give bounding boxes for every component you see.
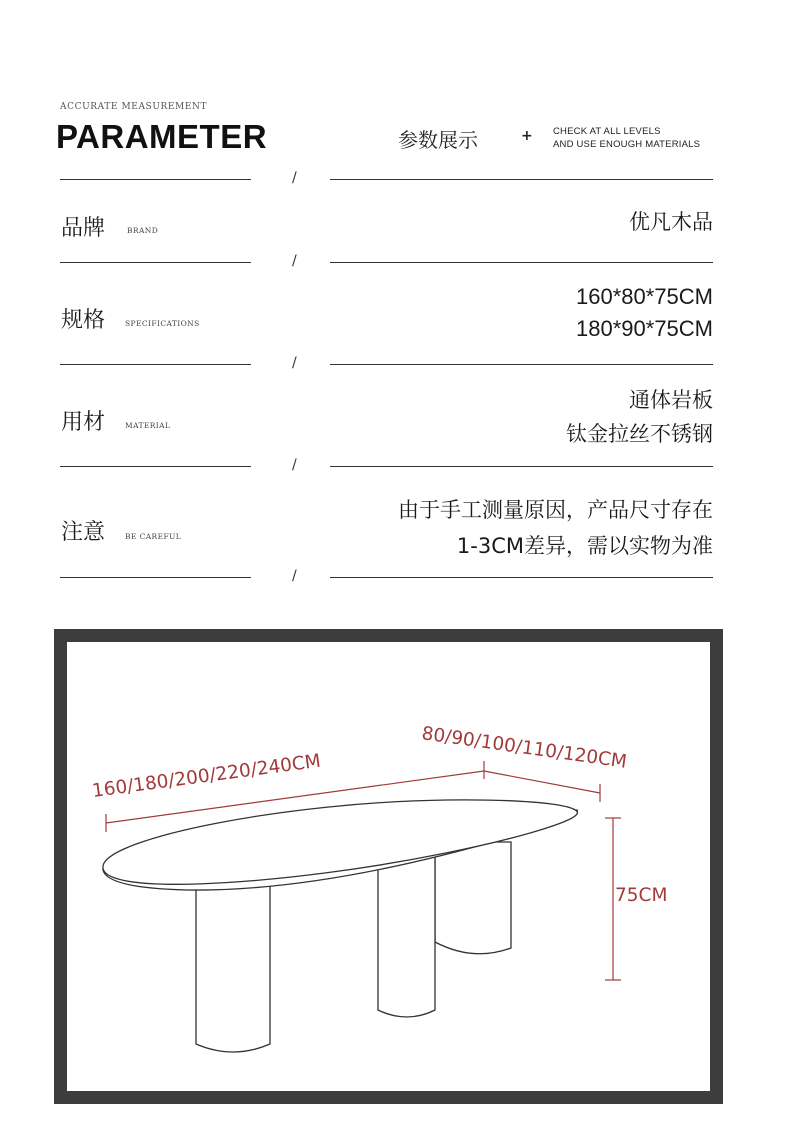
divider-left bbox=[60, 262, 251, 263]
height-label: 75CM bbox=[615, 885, 668, 906]
tagline-line-2: AND USE ENOUGH MATERIALS bbox=[553, 139, 701, 150]
material-label-en: MATERIAL bbox=[125, 421, 171, 430]
page-title: PARAMETER bbox=[56, 118, 268, 155]
table-leg-back bbox=[435, 842, 511, 954]
table-leg-middle bbox=[378, 856, 435, 1017]
divider-right bbox=[330, 466, 713, 467]
careful-value-line: 由于手工测量原因，产品尺寸存在 bbox=[398, 498, 713, 522]
width-label: 80/90/100/110/120CM bbox=[420, 723, 629, 773]
material-label: 用材 bbox=[61, 410, 106, 435]
header-tagline bbox=[553, 125, 700, 151]
spec-value-line: 160*80*75CM bbox=[576, 284, 713, 309]
table-leg-front bbox=[196, 872, 270, 1052]
table-diagram bbox=[67, 642, 710, 1091]
divider-left bbox=[60, 364, 251, 365]
brand-value bbox=[629, 206, 713, 238]
header-subtitle: ACCURATE MEASUREMENT bbox=[60, 102, 208, 112]
spec-values bbox=[576, 281, 713, 345]
material-value-line: 钛金拉丝不锈钢 bbox=[566, 422, 713, 446]
divider-right bbox=[330, 577, 713, 578]
divider-slash: / bbox=[292, 355, 297, 371]
material-value-line: 通体岩板 bbox=[629, 388, 713, 412]
divider-right bbox=[330, 364, 713, 365]
careful-label: 注意 bbox=[61, 520, 106, 545]
brand-label-en: BRAND bbox=[127, 226, 159, 235]
divider-slash: / bbox=[292, 457, 297, 473]
header-cn-title: 参数展示 bbox=[398, 128, 478, 152]
divider-left bbox=[60, 466, 251, 467]
divider-right bbox=[330, 179, 713, 180]
divider-right bbox=[330, 262, 713, 263]
divider-slash: / bbox=[292, 568, 297, 584]
divider-left bbox=[60, 179, 251, 180]
brand-value-line: 优凡木品 bbox=[629, 210, 713, 234]
spec-label: 规格 bbox=[61, 308, 106, 333]
divider-slash: / bbox=[292, 253, 297, 269]
material-values bbox=[566, 383, 713, 451]
careful-label-en: BE CAREFUL bbox=[125, 532, 182, 541]
divider-left bbox=[60, 577, 251, 578]
diagram-panel bbox=[67, 642, 710, 1091]
careful-value-line: 1-3CM差异，需以实物为准 bbox=[456, 534, 713, 558]
length-label: 160/180/200/220/240CM bbox=[90, 750, 323, 802]
spec-label-en: SPECIFICATIONS bbox=[125, 319, 200, 328]
careful-values bbox=[398, 492, 713, 564]
divider-slash: / bbox=[292, 170, 297, 186]
spec-value-line: 180*90*75CM bbox=[576, 316, 713, 341]
width-dimension bbox=[484, 771, 600, 802]
plus-icon: + bbox=[521, 128, 533, 144]
brand-label: 品牌 bbox=[61, 216, 106, 241]
tagline-line-1: CHECK AT ALL LEVELS bbox=[553, 126, 661, 137]
